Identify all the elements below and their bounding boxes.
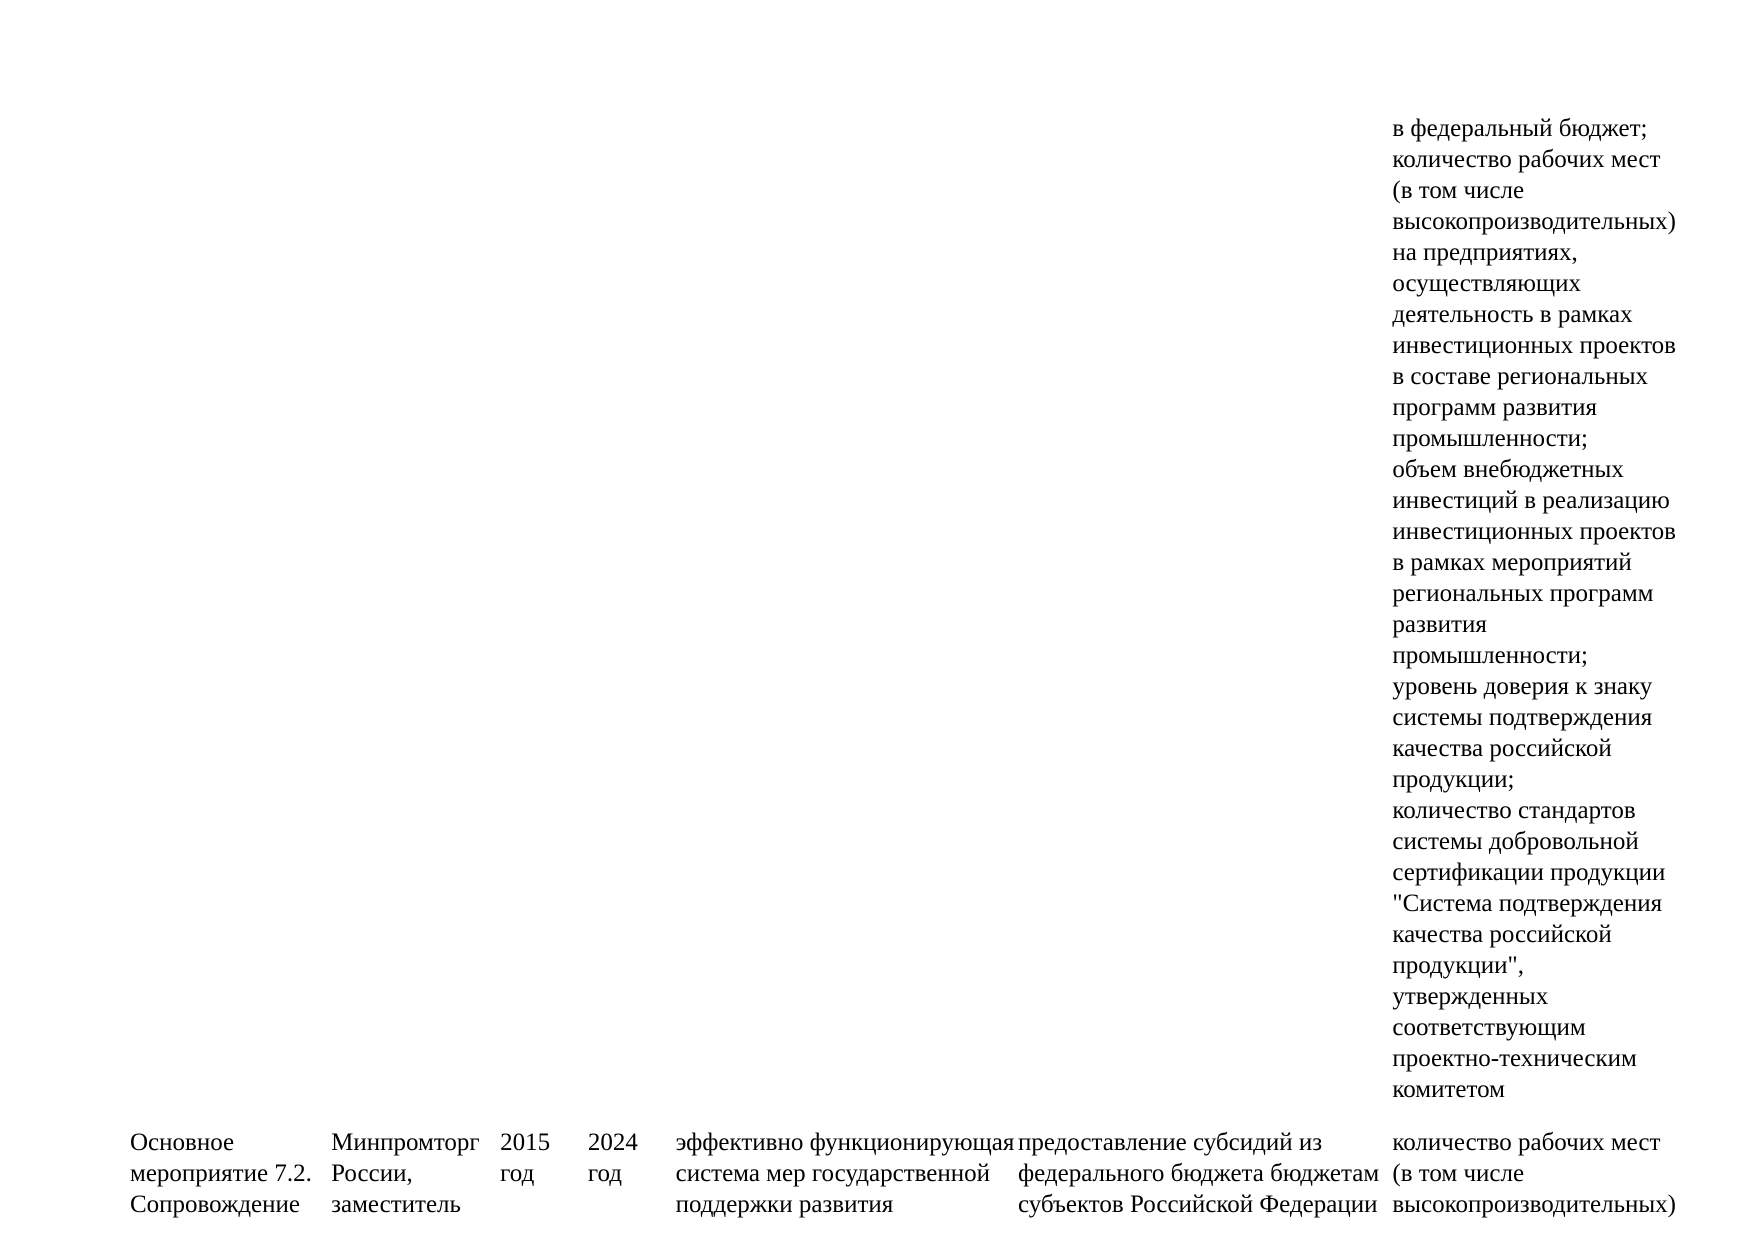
text-line: промышленности;	[1392, 425, 1588, 452]
program-measures-table	[130, 0, 1692, 1220]
cell-result	[676, 1105, 1018, 1220]
text-line: Основное	[130, 1129, 235, 1156]
text-line: уровень доверия к знаку	[1392, 673, 1653, 700]
text-line: инвестиционных проектов	[1392, 332, 1676, 359]
start-year-text	[500, 1127, 588, 1189]
text-line: объем внебюджетных	[1392, 456, 1624, 483]
cell-measure-continued	[130, 0, 331, 1105]
text-line: субъектов Российской Федерации	[1017, 1191, 1378, 1218]
text-line: год	[587, 1160, 623, 1187]
text-line: продукции",	[1392, 952, 1524, 979]
cell-measure	[130, 1105, 331, 1220]
cell-indicators	[1392, 1105, 1692, 1220]
text-line: Сопровождение	[130, 1191, 301, 1218]
text-line: соответствующим	[1392, 1014, 1586, 1041]
table-row-continued	[130, 0, 1692, 1105]
text-line: "Система подтверждения	[1392, 890, 1663, 917]
text-line: качества российской	[1392, 735, 1612, 762]
text-line: развития	[1392, 611, 1487, 638]
cell-end-year	[588, 1105, 676, 1220]
executor-text	[331, 1127, 500, 1220]
result-text	[676, 1127, 1018, 1220]
text-line: поддержки развития	[675, 1191, 894, 1218]
cell-result-continued	[676, 0, 1018, 1105]
text-line: (в том числе	[1392, 177, 1525, 204]
cell-indicators-continued	[1392, 0, 1692, 1105]
text-line: промышленности;	[1392, 642, 1588, 669]
link-text	[1018, 1127, 1392, 1220]
text-line: России,	[331, 1160, 413, 1187]
cell-start-year-continued	[500, 0, 588, 1105]
cell-executor	[331, 1105, 500, 1220]
text-line: продукции;	[1392, 766, 1515, 793]
end-year-text	[588, 1127, 676, 1189]
text-line: программ развития	[1392, 394, 1597, 421]
text-line: деятельность в рамках	[1392, 301, 1633, 328]
text-line: предоставление субсидий из	[1017, 1129, 1323, 1156]
text-line: заместитель	[331, 1191, 461, 1218]
indicators-continued-text	[1392, 113, 1692, 1105]
text-line: федерального бюджета бюджетам	[1017, 1160, 1380, 1187]
text-line: год	[500, 1160, 535, 1187]
cell-end-year-continued	[588, 0, 676, 1105]
text-line: системы добровольной	[1392, 828, 1639, 855]
text-line: на предприятиях,	[1392, 239, 1578, 266]
cell-start-year	[500, 1105, 588, 1220]
text-line: эффективно функционирующая	[675, 1129, 1015, 1156]
text-line: осуществляющих	[1392, 270, 1582, 297]
cell-executor-continued	[331, 0, 500, 1105]
text-line: утвержденных	[1392, 983, 1549, 1010]
text-line: (в том числе	[1392, 1160, 1525, 1187]
text-line: высокопроизводительных)	[1392, 1191, 1676, 1218]
text-line: мероприятие 7.2.	[130, 1160, 312, 1187]
table-row	[130, 1105, 1692, 1220]
text-line: в рамках мероприятий	[1392, 549, 1632, 576]
text-line: качества российской	[1392, 921, 1612, 948]
text-line: сертификации продукции	[1392, 859, 1666, 886]
cell-link	[1018, 1105, 1392, 1220]
text-line: проектно-техническим	[1392, 1045, 1637, 1072]
text-line: в составе региональных	[1392, 363, 1649, 390]
indicators-text	[1392, 1127, 1692, 1220]
text-line: количество рабочих мест	[1392, 1129, 1661, 1156]
text-line: 2015	[500, 1129, 551, 1156]
text-line: система мер государственной	[675, 1160, 991, 1187]
text-line: количество рабочих мест	[1392, 146, 1661, 173]
text-line: высокопроизводительных)	[1392, 208, 1676, 235]
text-line: инвестиций в реализацию	[1392, 487, 1670, 514]
text-line: количество стандартов	[1392, 797, 1636, 824]
text-line: инвестиционных проектов	[1392, 518, 1676, 545]
cell-link-continued	[1018, 0, 1392, 1105]
text-line: комитетом	[1392, 1076, 1505, 1103]
measure-text	[130, 1127, 331, 1220]
text-line: в федеральный бюджет;	[1392, 115, 1648, 142]
text-line: региональных программ	[1392, 580, 1654, 607]
text-line: системы подтверждения	[1392, 704, 1653, 731]
text-line: Минпромторг	[331, 1129, 480, 1156]
text-line: 2024	[587, 1129, 638, 1156]
